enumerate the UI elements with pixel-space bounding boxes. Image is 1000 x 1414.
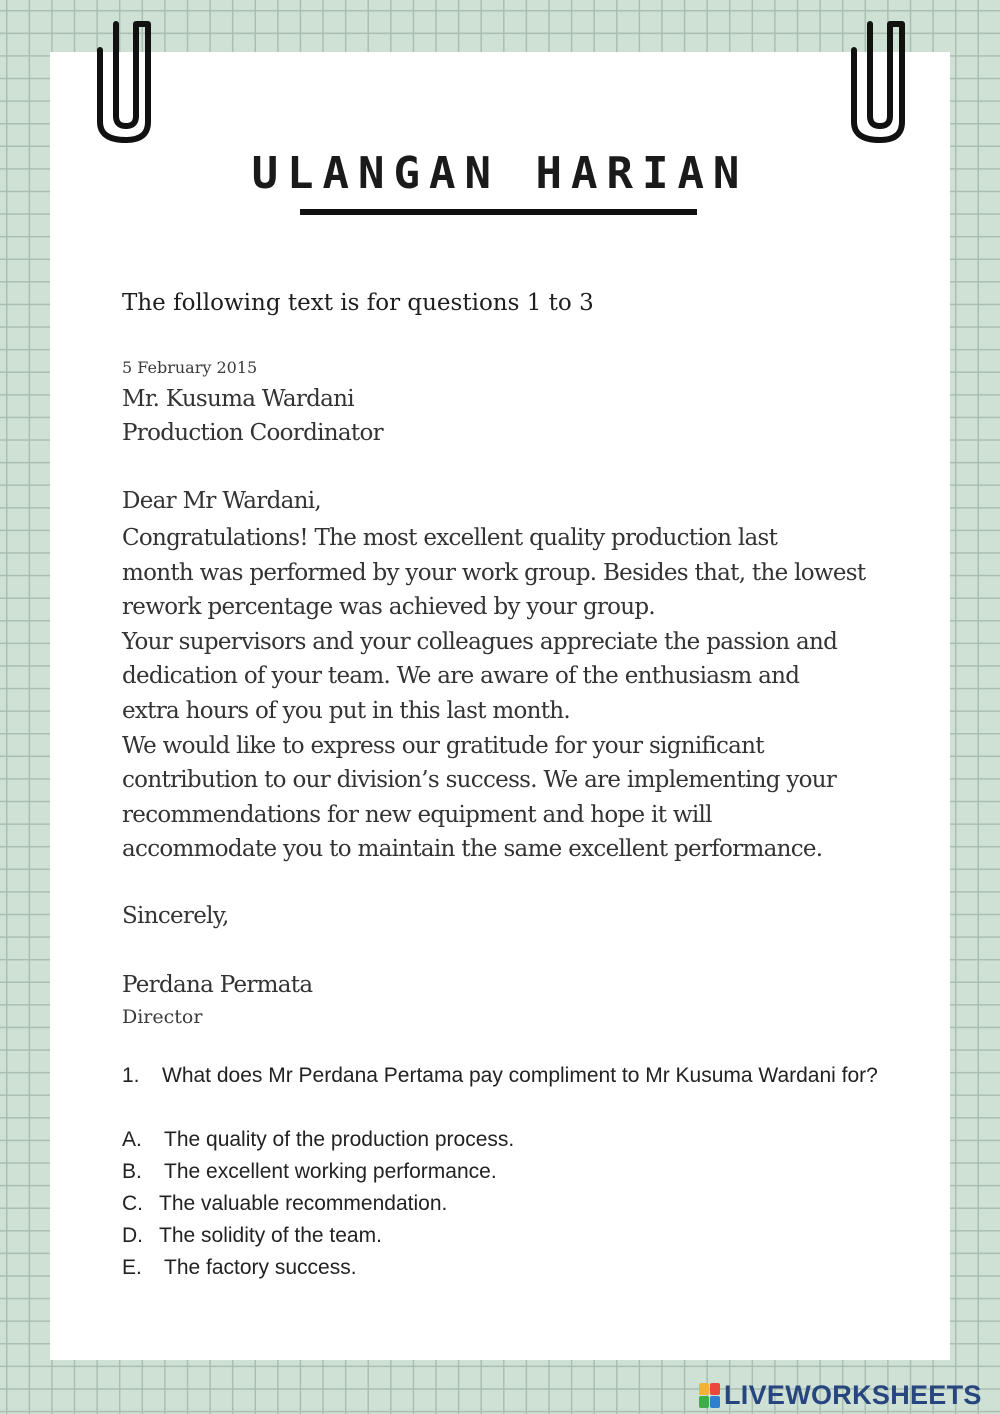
option-text: The solidity of the team. [159, 1224, 382, 1247]
page-title: ULANGAN HARIAN [251, 148, 749, 199]
title-underline [300, 209, 697, 215]
question-text: What does Mr Perdana Pertama pay compliment to Mr Kusuma Wardani for? [162, 1064, 878, 1087]
logo-square [699, 1383, 709, 1395]
option-letter: B. [122, 1160, 142, 1183]
letter-body-line: recommendations for new equipment and hope it will [122, 801, 712, 828]
logo-mark-icon [698, 1382, 720, 1408]
option-text: The excellent working performance. [164, 1160, 497, 1183]
logo-square [699, 1396, 709, 1408]
instructions-text: The following text is for questions 1 to 3 [122, 290, 594, 316]
answer-option-d[interactable] [122, 1224, 382, 1248]
letter-body-line: dedication of your team. We are aware of the enthusiasm and [122, 663, 800, 690]
letter-date: 5 February 2015 [122, 358, 258, 377]
answer-option-e[interactable] [122, 1256, 357, 1280]
letter-body-line: contribution to our division’s success. We are implementing your [122, 767, 837, 794]
question-1 [122, 1064, 878, 1088]
paperclip-icon [848, 18, 912, 144]
letter-body-line: accommodate you to maintain the same excellent performance. [122, 836, 823, 863]
recipient-name: Mr. Kusuma Wardani [122, 386, 354, 412]
salutation: Dear Mr Wardani, [122, 488, 321, 514]
option-letter: C. [122, 1192, 143, 1215]
logo-square [710, 1383, 720, 1395]
signer-role: Director [122, 1006, 203, 1028]
answer-option-b[interactable] [122, 1160, 497, 1184]
closing: Sincerely, [122, 903, 229, 929]
paperclip-icon [94, 18, 158, 144]
letter-body-line: month was performed by your work group. Besides that, the lowest [122, 559, 866, 586]
letter-body-line: Congratulations! The most excellent quality production last [122, 525, 778, 551]
logo-text: LIVEWORKSHEETS [724, 1379, 982, 1410]
signer-name: Perdana Permata [122, 972, 313, 998]
letter-body-line: We would like to express our gratitude for your significant [122, 732, 764, 759]
option-text: The factory success. [164, 1256, 357, 1279]
answer-option-c[interactable] [122, 1192, 447, 1216]
letter-body [122, 521, 865, 867]
question-number: 1. [122, 1064, 140, 1087]
letter-body-line: Your supervisors and your colleagues appreciate the passion and [122, 628, 838, 655]
letter-body-line: extra hours of you put in this last month. [122, 697, 571, 724]
option-text: The quality of the production process. [164, 1128, 515, 1151]
recipient-title: Production Coordinator [122, 420, 383, 446]
option-text: The valuable recommendation. [159, 1192, 448, 1215]
option-letter: D. [122, 1224, 143, 1247]
option-letter: A. [122, 1128, 142, 1151]
answer-option-a[interactable] [122, 1128, 514, 1152]
letter-body-line: rework percentage was achieved by your group. [122, 594, 656, 621]
logo-square [710, 1396, 720, 1408]
option-letter: E. [122, 1256, 142, 1279]
liveworksheets-logo[interactable] [698, 1380, 982, 1410]
